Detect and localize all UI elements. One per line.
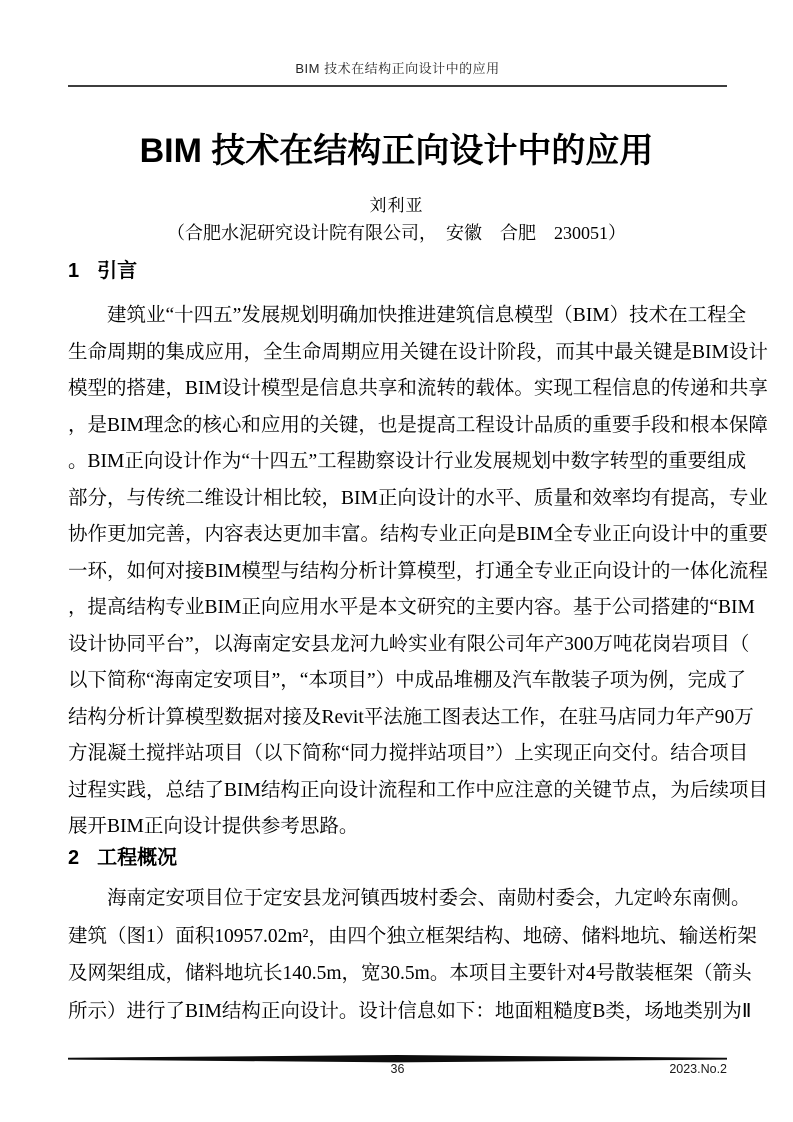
footer-divider-ornament	[68, 1050, 727, 1058]
page-number: 36	[390, 1062, 405, 1076]
paragraph-line: 。BIM正向设计作为“十四五”工程勘察设计行业发展规划中数字转型的重要组成	[68, 451, 747, 472]
section-2-paragraph	[68, 880, 757, 1030]
paragraph-line: 海南定安项目位于定安县龙河镇西坡村委会、南勋村委会，九定岭东南侧。	[107, 888, 751, 909]
paragraph-line: 设计协同平台”，以海南定安县龙河九岭实业有限公司年产300万吨花岗岩项目（	[68, 633, 750, 655]
paragraph-line: 结构分析计算模型数据对接及Revit平法施工图表达工作，在驻马店同力年产90万	[68, 706, 754, 728]
paragraph-line: 模型的搭建，BIM设计模型是信息共享和流转的载体。实现工程信息的传递和共享	[68, 378, 768, 399]
paragraph-line: 方混凝土搅拌站项目（以下简称“同力搅拌站项目”）上实现正向交付。结合项目	[68, 743, 749, 764]
paragraph-line: 部分，与传统二维设计相比较，BIM正向设计的水平、质量和效率均有提高，专业	[68, 487, 768, 509]
author-affiliation: （合肥水泥研究设计院有限公司， 安徽 合肥 230051）	[167, 223, 626, 243]
paragraph-line: 建筑（图1）面积10957.02m²，由四个独立框架结构、地磅、储料地坑、输送桁架	[68, 925, 757, 947]
paragraph-line: 展开BIM正向设计提供参考思路。	[68, 816, 359, 837]
paragraph-line: 所示）进行了BIM结构正向设计。设计信息如下：地面粗糙度B类，场地类别为Ⅱ	[68, 1000, 752, 1022]
paper-title: BIM 技术在结构正向设计中的应用	[139, 132, 654, 170]
paragraph-line: 及网架组成，储料地坑长140.5m，宽30.5m。本项目主要针对4号散装框架（箭头	[68, 963, 752, 984]
section-title: 引言	[97, 260, 138, 282]
paragraph-line: 协作更加完善，内容表达更加丰富。结构专业正向是BIM全专业正向设计中的重要	[68, 524, 768, 545]
paragraph-line: 建筑业“十四五”发展规划明确加快推进建筑信息模型（BIM）技术在工程全	[107, 305, 747, 326]
section-heading-1	[68, 255, 727, 287]
author-name: 刘利亚	[369, 196, 424, 215]
section-title: 工程概况	[97, 847, 178, 869]
paragraph-line: 生命周期的集成应用，全生命周期应用关键在设计阶段，而其中最关键是BIM设计	[68, 341, 768, 363]
paragraph-line: 过程实践，总结了BIM结构正向设计流程和工作中应注意的关键节点，为后续项目	[68, 779, 768, 801]
section-1-paragraph	[68, 298, 768, 846]
footer	[68, 1060, 727, 1078]
paragraph-line: ，是BIM理念的核心和应用的关键，也是提高工程设计品质的重要手段和根本保障	[68, 414, 768, 436]
header-rule	[68, 85, 727, 87]
paragraph-line: ，提高结构专业BIM正向应用水平是本文研究的主要内容。基于公司搭建的“BIM	[68, 597, 755, 618]
section-number: 1	[68, 260, 80, 282]
paragraph-line: 以下简称“海南定安项目”，“本项目”）中成品堆棚及汽车散装子项为例，完成了	[68, 670, 747, 691]
paragraph-line: 一环，如何对接BIM模型与结构分析计算模型，打通全专业正向设计的一体化流程	[68, 560, 768, 582]
section-number: 2	[68, 847, 80, 869]
issue-number: 2023.No.2	[669, 1062, 727, 1076]
running-title: BIM 技术在结构正向设计中的应用	[295, 61, 500, 76]
section-heading-2	[68, 842, 727, 874]
